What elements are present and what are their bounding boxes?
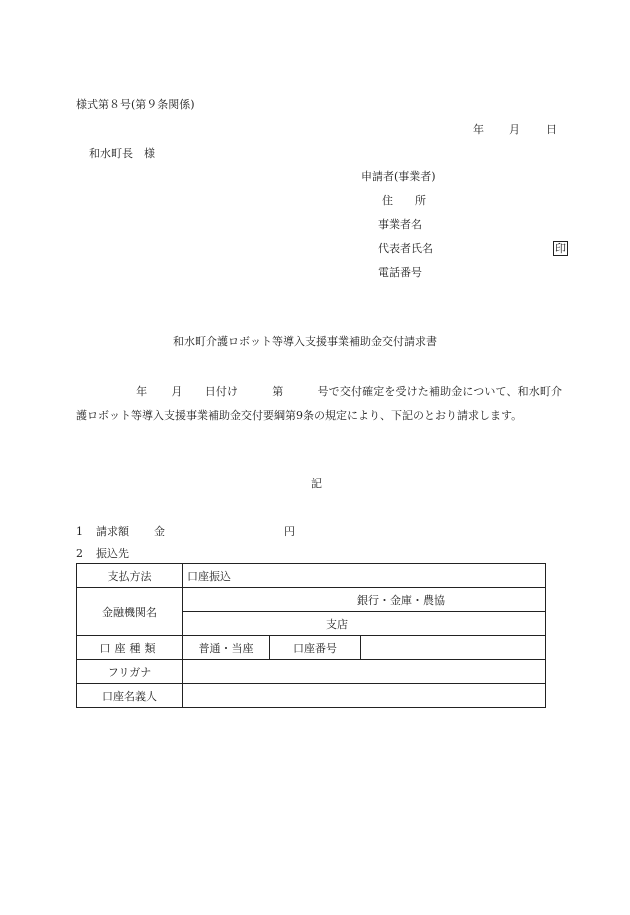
- table-row: [77, 588, 546, 612]
- account-holder-field[interactable]: [183, 684, 546, 708]
- seal-mark: 印: [555, 242, 566, 255]
- body-dated: 日付け: [204, 385, 239, 398]
- payment-method-label: 支払方法: [77, 564, 183, 588]
- table-row: [77, 684, 546, 708]
- account-holder-label: 口座名義人: [77, 684, 183, 708]
- body-paragraph: [76, 380, 562, 428]
- account-type-label: 口座種類: [77, 636, 183, 660]
- item2-number: 2: [76, 547, 83, 560]
- ki-heading: 記: [311, 477, 322, 490]
- institution-types[interactable]: 銀行・金庫・農協: [183, 588, 546, 612]
- document-title: 和水町介護ロボット等導入支援事業補助金交付請求書: [173, 335, 437, 348]
- bank-transfer-table: [76, 563, 546, 708]
- institution-label: 金融機関名: [77, 588, 183, 636]
- body-no-prefix: 第: [272, 385, 284, 398]
- applicant-heading: 申請者(事業者): [361, 170, 436, 183]
- furigana-label: フリガナ: [77, 660, 183, 684]
- date-day: 日: [546, 123, 557, 136]
- furigana-field[interactable]: [183, 660, 546, 684]
- representative-label: 代表者氏名: [378, 242, 433, 255]
- branch-field[interactable]: 支店: [183, 612, 546, 636]
- item1-label: 請求額: [96, 525, 129, 538]
- item1-kin: 金: [154, 525, 165, 538]
- body-month: 月: [171, 385, 183, 398]
- business-name-label: 事業者名: [378, 218, 422, 231]
- body-text: 号で交付確定を受けた補助金について、和水町介護ロボット等導入支援事業補助金交付要綱第9条の規定により、下記のとおり請求します。: [76, 385, 563, 422]
- body-year: 年: [136, 385, 148, 398]
- date-month: 月: [509, 123, 520, 136]
- addressee: 和水町長 様: [89, 147, 155, 160]
- account-number-label: 口座番号: [270, 636, 361, 660]
- table-row: [77, 636, 546, 660]
- account-number-field[interactable]: [361, 636, 546, 660]
- table-row: [77, 564, 546, 588]
- item1-yen: 円: [284, 525, 295, 538]
- payment-method-value: 口座振込: [183, 564, 546, 588]
- date-year: 年: [473, 123, 484, 136]
- form-number: 様式第８号(第９条関係): [76, 98, 195, 111]
- address-label: 住 所: [382, 194, 426, 207]
- account-type-options[interactable]: 普通・当座: [183, 636, 270, 660]
- item1-number: 1: [76, 525, 83, 538]
- item2-label: 振込先: [96, 547, 129, 560]
- phone-label: 電話番号: [378, 266, 422, 279]
- table-row: [77, 660, 546, 684]
